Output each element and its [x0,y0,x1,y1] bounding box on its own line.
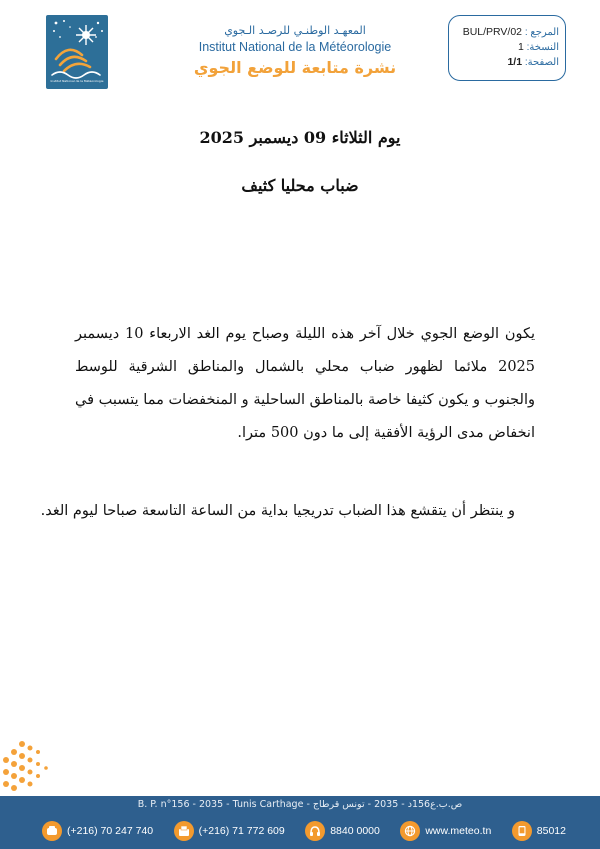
globe-icon [400,821,420,841]
fax-number: (+216) 71 772 609 [198,825,285,837]
institute-name-arabic: المعهـد الوطنـي للرصـد الـجوي [224,24,366,37]
logo-caption: Institut National de la Météorologie [50,80,104,83]
forecast-paragraph-2: و ينتظر أن يتقشع هذا الضباب تدريجيا بداية من الساعة التاسعة صباحا ليوم الغد. [40,503,515,519]
reference-box [448,15,566,81]
contact-website[interactable] [400,821,491,841]
contact-sms [512,821,566,841]
forecast-paragraph: يكون الوضع الجوي خلال آخر هذه الليلة وصباح يوم الغد الاربعاء 10 ديسمبر 2025 ملائما لظهور ضباب محلي بالشمال والمناطق الشرقية للوسط والجنوب و يكون كثيفا خاصة بالمناطق الساحلية و المنخفضات مما يتسبب في انخفاض مدى الرؤية الأفقية إلى ما دون 500 مترا. [75,326,535,441]
copy-label: النسخة: [526,42,559,53]
fax-icon [174,821,194,841]
bulletin-title: نشرة متابعة للوضع الجوي [193,58,397,77]
phone-icon [42,821,62,841]
reference-label: المرجع : [524,27,559,38]
contact-fax [174,821,285,841]
reference-value: BUL/PRV/02 [462,26,523,38]
copy-value: 1 [518,41,524,53]
headset-icon [305,821,325,841]
inm-logo [46,15,108,89]
green-number: 8840 0000 [330,825,380,837]
page-label: الصفحة: [524,57,559,68]
sms-icon [512,821,532,841]
contact-phone [42,821,153,841]
page-row [455,56,559,68]
contact-green-number [305,821,380,841]
footer-address: B. P. n°156 - 2035 - Tunis Carthage - ص.ب.ع156د - 2035 - تونس قرطاج [137,799,463,810]
sms-number: 85012 [536,825,566,837]
footer-contacts [42,820,566,842]
bulletin-headline: ضباب محليا كثيف [241,176,359,195]
copy-row [455,41,559,53]
reference-row [455,26,559,38]
page-value: 1/1 [507,56,523,68]
institute-name-french: Institut National de la Météorologie [198,40,392,54]
phone-number: (+216) 70 247 740 [67,825,154,837]
website-link[interactable]: www.meteo.tn [425,825,492,837]
decorative-dots [0,716,60,796]
footer [0,796,600,849]
bulletin-date: يوم الثلاثاء 09 ديسمبر 2025 [199,128,401,147]
